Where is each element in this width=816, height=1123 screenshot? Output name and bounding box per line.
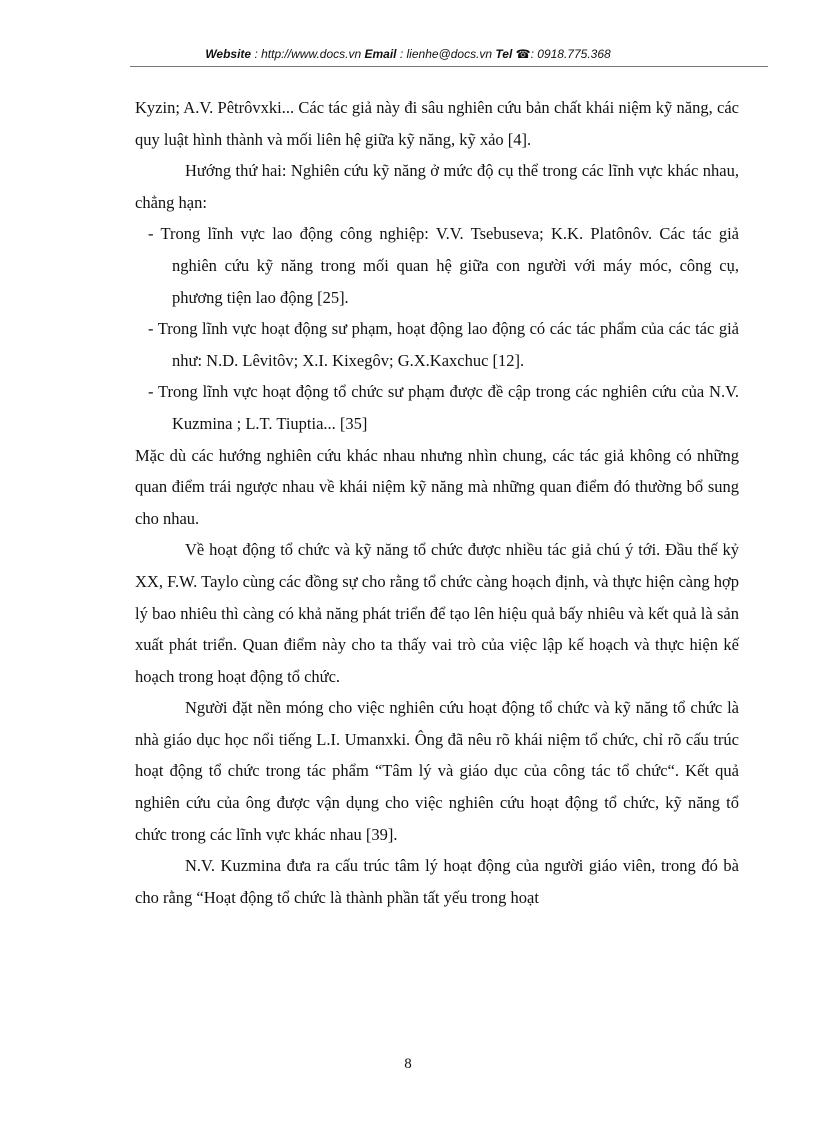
page-number: 8 [404, 1056, 412, 1072]
bullet-item-2: - Trong lĩnh vực hoạt động sư phạm, hoạt động lao động có các tác phẩm của các tác giả như: N.D. Lêvitôv; X.I. Kixegôv; G.X.Kaxchuc [12]. [148, 319, 739, 370]
paragraph-6: N.V. Kuzmina đưa ra cấu trúc tâm lý hoạt động của người giáo viên, trong đó bà cho rằng “Hoạt động tổ chức là thành phần tất yếu trong hoạt [135, 856, 739, 907]
page-header [0, 47, 816, 61]
paragraph-2: Hướng thứ hai: Nghiên cứu kỹ năng ở mức độ cụ thể trong các lĩnh vực khác nhau, chẳng hạn: [135, 161, 739, 212]
bullet-item-3: - Trong lĩnh vực hoạt động tổ chức sư phạm được đề cập trong các nghiên cứu của N.V. Kuzmina ; L.T. Tiuptia... [35] [148, 382, 739, 433]
header-divider [130, 66, 768, 67]
paragraph-4: Về hoạt động tổ chức và kỹ năng tổ chức được nhiều tác giả chú ý tới. Đầu thế kỷ XX, F.W. Taylo cùng các đồng sự cho rằng tổ chức càng hoạch định, và thực hiện càng hợp lý bao nhiêu thì càng có khả năng phát triển để tạo lên hiệu quả bấy nhiêu và kết quả là sản xuất phát triển. Quan điểm này cho ta thấy vai trò của việc lập kế hoạch và thực hiện kế hoạch trong hoạt động tổ chức. [135, 540, 739, 686]
tel-label: Tel ☎ [495, 47, 531, 61]
paragraph-1: Kyzin; A.V. Pêtrôvxki... Các tác giả này đi sâu nghiên cứu bản chất khái niệm kỹ năng, các quy luật hình thành và mối liên hệ giữa kỹ năng, kỹ xảo [4]. [135, 98, 739, 149]
email-value: : lienhe@docs.vn [396, 47, 496, 61]
paragraph-3: Mặc dù các hướng nghiên cứu khác nhau nhưng nhìn chung, các tác giả không có những quan điểm trái ngược nhau về khái niệm kỹ năng mà những quan điểm đó thường bổ sung cho nhau. [135, 445, 739, 528]
paragraph-5: Người đặt nền móng cho việc nghiên cứu hoạt động tổ chức và kỹ năng tổ chức là nhà giáo dục học nổi tiếng L.I. Umanxki. Ông đã nêu rõ khái niệm tổ chức, chỉ rõ cấu trúc hoạt động tổ chức trong tác phẩm “Tâm lý và giáo dục của công tác tổ chức“. Kết quả nghiên cứu của ông được vận dụng cho việc nghiên cứu hoạt động tổ chức, kỹ năng tổ chức trong các lĩnh vực khác nhau [39]. [135, 698, 739, 844]
tel-value: : 0918.775.368 [530, 47, 611, 61]
email-label: Email [364, 47, 397, 61]
bullet-item-1: - Trong lĩnh vực lao động công nghiệp: V.V. Tsebuseva; K.K. Platônôv. Các tác giả nghiên cứu kỹ năng trong mối quan hệ giữa con người với máy móc, công cụ, phương tiện lao động [25]. [148, 224, 739, 307]
document-body [135, 92, 739, 913]
website-label: Website [205, 47, 252, 61]
website-value: : http://www.docs.vn [251, 47, 365, 61]
